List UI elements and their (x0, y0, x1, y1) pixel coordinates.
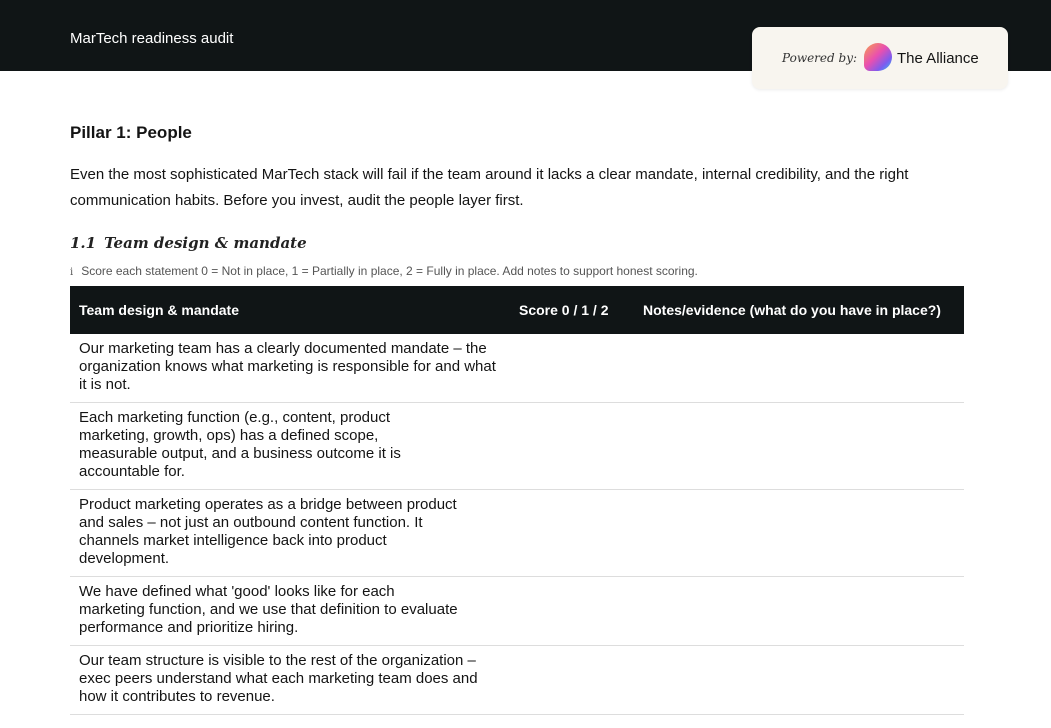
info-icon: i (70, 267, 74, 278)
statement-cell: Our marketing team has a clearly documented mandate – the organization knows what marketing is responsible for and what it is not. (70, 334, 510, 403)
subsection-title (70, 232, 307, 254)
statement-cell: Product marketing operates as a bridge between product and sales – not just an outbound content function. It channels market intelligence back into product development. (70, 490, 510, 577)
table-row (70, 334, 964, 403)
powered-by-card (752, 27, 1008, 89)
statement-cell: Our team structure is visible to the rest of the organization – exec peers understand what each marketing team does and how it contributes to revenue. (70, 646, 510, 715)
score-cell[interactable] (510, 646, 634, 715)
statement-cell: We have defined what 'good' looks like for each marketing function, and we use that definition to evaluate performance and prioritize hiring. (70, 577, 510, 646)
section-intro: Even the most sophisticated MarTech stack will fail if the team around it lacks a clear mandate, internal credibility, and the right communication habits. Before you invest, audit the people layer first. (70, 166, 909, 209)
subsection-title-text: Team design & mandate (104, 234, 307, 252)
app-title: MarTech readiness audit (70, 30, 234, 47)
notes-cell[interactable] (634, 646, 964, 715)
table-row (70, 403, 964, 490)
table-row (70, 490, 964, 577)
notes-cell[interactable] (634, 577, 964, 646)
column-header-score: Score 0 / 1 / 2 (510, 286, 634, 334)
table-row (70, 646, 964, 715)
section-title: Pillar 1: People (70, 123, 192, 142)
instruction-text: Score each statement 0 = Not in place, 1 = Partially in place, 2 = Fully in place. Add notes to support honest scoring. (81, 264, 698, 278)
audit-table (70, 286, 964, 715)
brand-name: The Alliance (897, 50, 979, 67)
column-header-notes: Notes/evidence (what do you have in place?) (634, 286, 964, 334)
notes-cell[interactable] (634, 334, 964, 403)
alliance-logo-icon (864, 43, 892, 71)
notes-cell[interactable] (634, 490, 964, 577)
table-header-row (70, 286, 964, 334)
powered-by-label: Powered by: (782, 51, 858, 65)
column-header-statement: Team design & mandate (70, 286, 510, 334)
score-cell[interactable] (510, 490, 634, 577)
table-row (70, 577, 964, 646)
subsection-number: 1.1 (70, 234, 97, 252)
statement-cell: Each marketing function (e.g., content, product marketing, growth, ops) has a defined scope, measurable output, and a business outcome it is accountable for. (70, 403, 510, 490)
notes-cell[interactable] (634, 403, 964, 490)
score-cell[interactable] (510, 577, 634, 646)
score-cell[interactable] (510, 403, 634, 490)
score-cell[interactable] (510, 334, 634, 403)
scoring-instruction (70, 263, 698, 281)
